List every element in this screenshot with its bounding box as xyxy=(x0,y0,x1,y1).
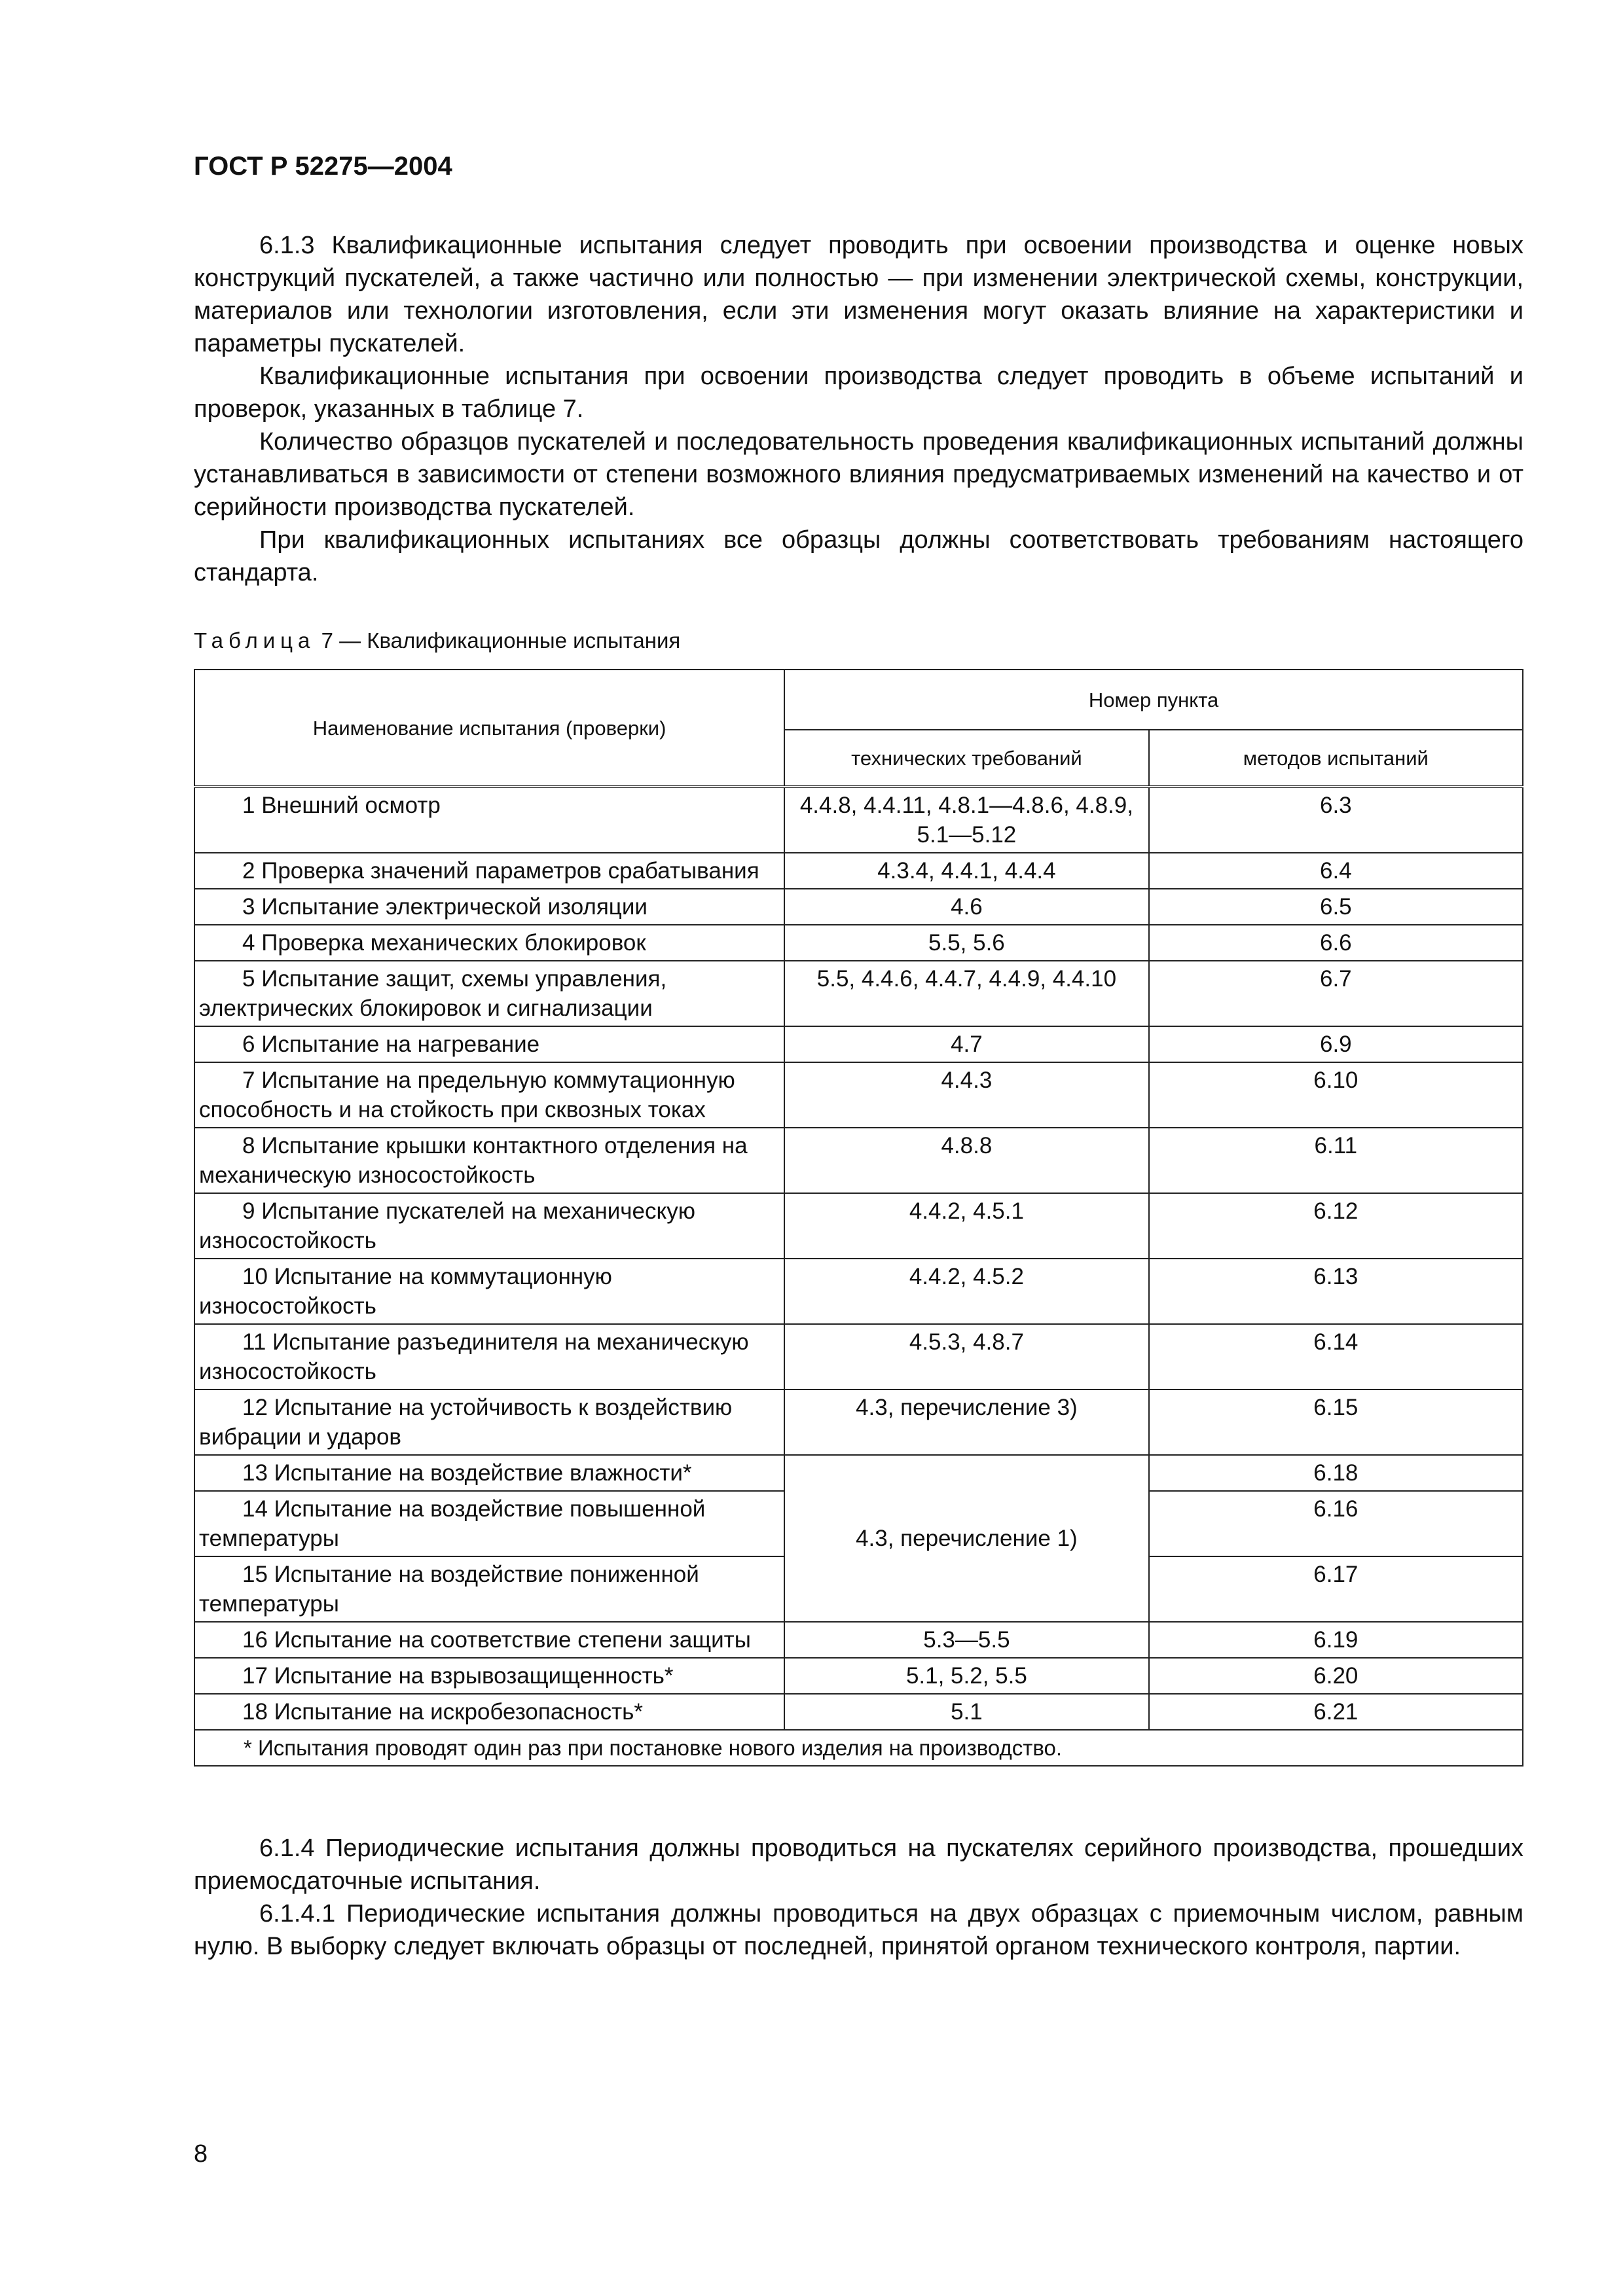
cell-tech: 5.1, 5.2, 5.5 xyxy=(784,1658,1148,1694)
table-row xyxy=(194,1390,1523,1455)
cell-tech: 4.4.2, 4.5.2 xyxy=(784,1259,1148,1324)
cell-name: 15 Испытание на воздействие пониженной температуры xyxy=(194,1556,784,1622)
cell-methods: 6.17 xyxy=(1149,1556,1523,1622)
cell-name: 1 Внешний осмотр xyxy=(194,787,784,853)
cell-methods: 6.12 xyxy=(1149,1193,1523,1259)
cell-name: 18 Испытание на искробезопасность* xyxy=(194,1694,784,1730)
paragraph-scope: Квалификационные испытания при освоении производства следует проводить в объеме испытаний и проверок, указанных в таблице 7. xyxy=(194,363,1523,423)
paragraph-6-1-4: 6.1.4 Периодические испытания должны проводиться на пускателях серийного производства, прошедших приемосдаточные испытания. xyxy=(194,1835,1523,1895)
cell-tech: 5.3—5.5 xyxy=(784,1622,1148,1658)
table-footnote: * Испытания проводят один раз при постановке нового изделия на производство. xyxy=(194,1730,1523,1766)
cell-methods: 6.16 xyxy=(1149,1491,1523,1556)
cell-name: 14 Испытание на воздействие повышенной температуры xyxy=(194,1491,784,1556)
intro-text xyxy=(194,229,1523,589)
cell-name: 2 Проверка значений параметров срабатывания xyxy=(194,853,784,889)
cell-name: 10 Испытание на коммутационную износостойкость xyxy=(194,1259,784,1324)
table-row xyxy=(194,889,1523,925)
cell-name: 6 Испытание на нагревание xyxy=(194,1026,784,1062)
table-row xyxy=(194,1026,1523,1062)
cell-tech: 4.8.8 xyxy=(784,1128,1148,1193)
cell-methods: 6.4 xyxy=(1149,853,1523,889)
table-caption-text: 7 — Квалификационные испытания xyxy=(321,628,681,653)
cell-name: 8 Испытание крышки контактного отделения на механическую износостойкость xyxy=(194,1128,784,1193)
cell-tech: 4.5.3, 4.8.7 xyxy=(784,1324,1148,1390)
table-row xyxy=(194,925,1523,961)
document-header: ГОСТ Р 52275—2004 xyxy=(194,152,452,181)
periodic-tests-text xyxy=(194,1832,1523,1963)
table-row xyxy=(194,1622,1523,1658)
table-row xyxy=(194,1128,1523,1193)
cell-name: 3 Испытание электрической изоляции xyxy=(194,889,784,925)
cell-name: 4 Проверка механических блокировок xyxy=(194,925,784,961)
header-test-name: Наименование испытания (проверки) xyxy=(194,670,784,787)
cell-methods: 6.10 xyxy=(1149,1062,1523,1128)
cell-name: 5 Испытание защит, схемы управления, электрических блокировок и сигнализации xyxy=(194,961,784,1026)
cell-methods: 6.11 xyxy=(1149,1128,1523,1193)
page-number: 8 xyxy=(194,2140,208,2168)
cell-methods: 6.7 xyxy=(1149,961,1523,1026)
cell-methods: 6.18 xyxy=(1149,1455,1523,1491)
cell-methods: 6.14 xyxy=(1149,1324,1523,1390)
cell-tech: 5.5, 4.4.6, 4.4.7, 4.4.9, 4.4.10 xyxy=(784,961,1148,1026)
table-row xyxy=(194,1455,1523,1491)
cell-tech: 4.3, перечисление 3) xyxy=(784,1390,1148,1455)
table-row xyxy=(194,1259,1523,1324)
cell-name: 7 Испытание на предельную коммутационную способность и на стойкость при сквозных токах xyxy=(194,1062,784,1128)
table-caption-label: Таблица xyxy=(194,628,316,653)
cell-methods: 6.13 xyxy=(1149,1259,1523,1324)
table-footnote-row xyxy=(194,1730,1523,1766)
cell-methods: 6.9 xyxy=(1149,1026,1523,1062)
table-row xyxy=(194,853,1523,889)
paragraph-6-1-4-1: 6.1.4.1 Периодические испытания должны проводиться на двух образцах с приемочным числом, равным нулю. В выборку следует включать образцы от последней, принятой органом технического контроля, партии. xyxy=(194,1900,1523,1960)
cell-tech: 5.1 xyxy=(784,1694,1148,1730)
cell-tech-merged: 4.3, перечисление 1) xyxy=(784,1455,1148,1622)
table-row xyxy=(194,787,1523,853)
cell-name: 13 Испытание на воздействие влажности* xyxy=(194,1455,784,1491)
cell-methods: 6.21 xyxy=(1149,1694,1523,1730)
table-row xyxy=(194,1658,1523,1694)
table-row xyxy=(194,1324,1523,1390)
cell-methods: 6.15 xyxy=(1149,1390,1523,1455)
cell-name: 12 Испытание на устойчивость к воздействию вибрации и ударов xyxy=(194,1390,784,1455)
paragraph-6-1-3: 6.1.3 Квалификационные испытания следует проводить при освоении производства и оценке новых конструкций пускателей, а также частично или полностью — при изменении электрической схемы, конструкции, материалов или технологии изготовления, если эти изменения могут оказать влияние на характеристики и параметры пускателей. xyxy=(194,232,1523,357)
paragraph-compliance: При квалификационных испытаниях все образцы должны соответствовать требованиям настоящего стандарта. xyxy=(194,526,1523,586)
cell-name: 11 Испытание разъединителя на механическую износостойкость xyxy=(194,1324,784,1390)
table-row xyxy=(194,1694,1523,1730)
cell-name: 9 Испытание пускателей на механическую износостойкость xyxy=(194,1193,784,1259)
cell-tech: 5.5, 5.6 xyxy=(784,925,1148,961)
header-clause-number: Номер пункта xyxy=(784,670,1523,730)
table-row xyxy=(194,1193,1523,1259)
cell-tech: 4.7 xyxy=(784,1026,1148,1062)
cell-methods: 6.3 xyxy=(1149,787,1523,853)
cell-name: 17 Испытание на взрывозащищенность* xyxy=(194,1658,784,1694)
qualification-tests-table xyxy=(194,669,1523,1767)
cell-methods: 6.19 xyxy=(1149,1622,1523,1658)
cell-methods: 6.20 xyxy=(1149,1658,1523,1694)
header-tech-requirements: технических требований xyxy=(784,730,1148,787)
cell-name: 16 Испытание на соответствие степени защиты xyxy=(194,1622,784,1658)
table-row xyxy=(194,1062,1523,1128)
cell-tech: 4.6 xyxy=(784,889,1148,925)
cell-tech: 4.4.8, 4.4.11, 4.8.1—4.8.6, 4.8.9, 5.1—5.12 xyxy=(784,787,1148,853)
table-row xyxy=(194,961,1523,1026)
table-caption xyxy=(194,628,680,653)
cell-methods: 6.5 xyxy=(1149,889,1523,925)
cell-tech: 4.3.4, 4.4.1, 4.4.4 xyxy=(784,853,1148,889)
header-test-methods: методов испытаний xyxy=(1149,730,1523,787)
cell-tech: 4.4.3 xyxy=(784,1062,1148,1128)
cell-methods: 6.6 xyxy=(1149,925,1523,961)
cell-tech: 4.4.2, 4.5.1 xyxy=(784,1193,1148,1259)
paragraph-samples: Количество образцов пускателей и последовательность проведения квалификационных испытаний должны устанавливаться в зависимости от степени возможного влияния предусматриваемых изменений на качество и от серийности производства пускателей. xyxy=(194,428,1523,521)
